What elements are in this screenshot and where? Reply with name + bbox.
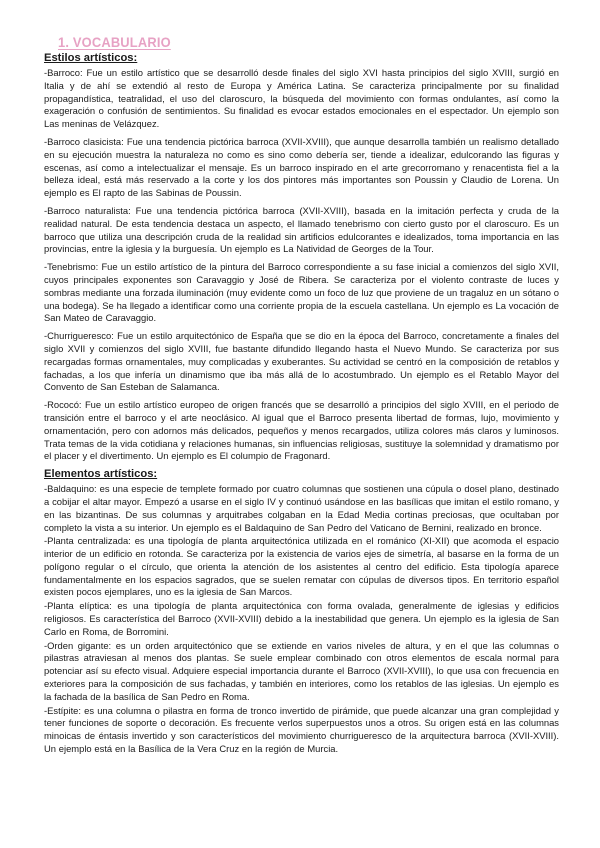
entry-tenebrismo: -Tenebrismo: Fue un estilo artístico de la pintura del Barroco correspondiente a su fase inicial a comienzos del siglo XVII, cuyos principales exponentes son Caravaggio y José de Ribera. Se caracteriza por el violento contraste de luces y sombras mediante una forzada iluminación (muy evidente como un foco de luz que proviene de un tragaluz en un sótano o una bodega). Se ha llegado a identificar como una corriente propia de la escuela castellana. Un ejemplo es La vocación de San Mateo de Caravaggio.: [44, 261, 559, 324]
entry-baldaquino: -Baldaquino: es una especie de templete formado por cuatro columnas que sostienen una cúpula o dosel plano, destinado a cobijar el altar mayor. Empezó a usarse en el siglo IV y continuó usándose en las basílicas que imitan el estilo romano, y en las bizantinas. De sus columnas y arquitrabes colgaban en la Edad Media cortinas preciosas, que ocultaban por completo la vista a su interior. Un ejemplo es el Baldaquino de San Pedro del Vaticano de Bernini, realizado en bronce.: [44, 483, 559, 533]
section-heading: Estilos artísticos:: [44, 52, 138, 64]
section-elementos: [44, 468, 559, 756]
entry-rococo: -Rococó: Fue un estilo artístico europeo de origen francés que se desarrolló a principios del siglo XVIII, en el periodo de transición entre el barroco y el arte neoclásico. Al igual que el Barroco presenta libertad de formas, lujo, movimiento y ornamentación, pero con adornos más delicados, pequeños y menos recargados, utiliza colores más claros y luminosos. Trata temas de la vida cotidiana y relaciones humanas, sin influencias religiosas, sustituye la solemnidad y dramatismo por el placer y el divertimento. Un ejemplo es El columpio de Fragonard.: [44, 399, 559, 462]
section-estilos: [44, 52, 559, 463]
entry-barroco-naturalista: -Barroco naturalista: Fue una tendencia pictórica barroca (XVII-XVIII), basada en la imitación perfecta y cruda de la realidad natural. De esta tendencia destaca un aspecto, el llamado tenebrismo con cierto gusto por el claroscuro. Es un barroco que utiliza una descripción cruda de la realidad sin artificios edulcorantes e idealizados, toma importancia en las provincias, entre la iglesia y la burguesía. Un ejemplo es La Natividad de Georges de la Tour.: [44, 204, 559, 255]
section-heading: Elementos artísticos:: [44, 468, 158, 481]
entry-churrigueresco: -Churrigueresco: Fue un estilo arquitectónico de España que se dio en la época del Barroco, concretamente a finales del siglo XVII y comienzos del siglo XVIII, fue bastante difundido llegando hasta el Nuevo Mundo. Se caracteriza por sus recargadas formas ornamentales, muy complicadas y exuberantes. Su actividad se centró en la composición de retablos y fachadas, a los que infería un dinamismo que iba más allá de lo acostumbrado. Un ejemplo es el Retablo Mayor del Convento de San Esteban de Salamanca.: [44, 330, 559, 393]
entry-orden-gigante: -Orden gigante: es un orden arquitectónico que se extiende en varios niveles de altura, y en el que las columnas o pilastras atraviesan al menos dos plantas. Se suele emplear combinado con otros elementos de escala normal para potenciar así su efecto visual. Adquiere especial importancia durante el Barroco (XVII-XVIII), lo que usa con frecuencia en exteriores para la composición de sus fachadas, y también en interiores, como los retablos de las iglesias. Un ejemplo es la fachada de la basílica de San Pedro en Roma.: [44, 639, 559, 702]
entry-barroco-clasicista: -Barroco clasicista: Fue una tendencia pictórica barroca (XVII-XVIII), que aunque desarrolla también un realismo detallado en su ejecución muestra la naturaleza no como es sino como debería ser, tiende a idealizar, edulcorando las figuras y escenas, así como a intelectualizar el mensaje. Es un barroco inspirado en el arte grecorromano y renacentista fiel a la belleza ideal, está más reservado a la corte y los dos pintores más importantes son Poussin y Claudio de Lorena. Un ejemplo es El rapto de las Sabinas de Poussin.: [44, 135, 559, 199]
entry-planta-eliptica: -Planta elíptica: es una tipología de planta arquitectónica con forma ovalada, generalmente de iglesias y edificios religiosos. Es característica del Barroco (XVII-XVIII) debido a la inestabilidad que genera. Un ejemplo es la iglesia de San Carlo en Roma, de Borromini.: [44, 600, 559, 637]
entry-barroco: -Barroco: Fue un estilo artístico que se desarrolló desde finales del siglo XVI hasta principios del siglo XVIII, surgió en Italia y de ahí se extendió al resto de Europa y América Latina. Se caracteriza principalmente por su finalidad propagandística, teatralidad, el uso del claroscuro, la búsqueda del movimiento con formas ondulantes, así como la exageración o confusión de sentimientos. Su finalidad es evocar estados emocionales en el espectador. Un ejemplo son Las meninas de Velázquez.: [44, 67, 559, 130]
entry-planta-centralizada: -Planta centralizada: es una tipología de planta arquitectónica utilizada en el románico (XI-XII) que acomoda el espacio interior de un edificio en rotonda. Se caracteriza por la existencia de varios ejes de simetría, al basarse en la forma de un polígono regular o el círculo, que orienta la atención de los asistentes al centro del edificio. Esta tipología aparece fundamentalmente en los espacios sagrados, que se suelen rematar con cúpulas de diversos tipos. En territorio español existen pocos ejemplares, uno es la iglesia de San Marcos.: [44, 535, 559, 598]
document-title: 1. VOCABULARIO: [58, 34, 171, 50]
entry-estipite: -Estípite: es una columna o pilastra en forma de tronco invertido de pirámide, que puede alcanzar una gran complejidad y tener funciones de soporte o decoración. Es frecuente verlos superpuestos unos a otros. Su origen está en las columnas minoicas de éntasis invertido y son característicos del movimiento churrigueresco de la arquitectura barroca (XVII-XVIII). Un ejemplo está en la Basílica de la Vera Cruz en la región de Murcia.: [44, 704, 559, 755]
